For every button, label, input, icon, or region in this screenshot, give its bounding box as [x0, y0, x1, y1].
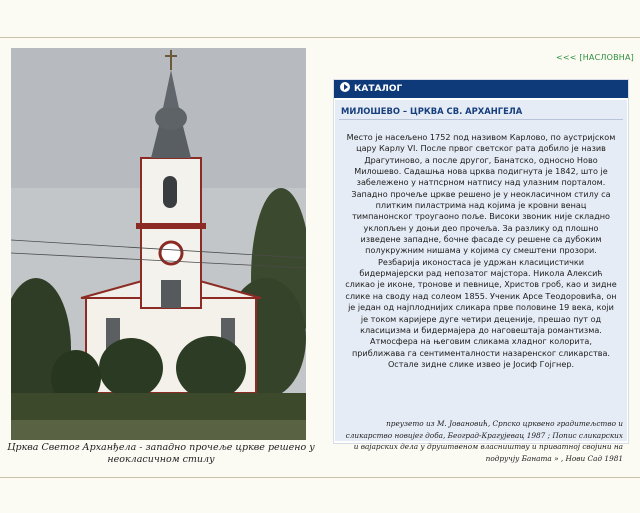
article-source: преузето из М. Јовановић, Српско црквено градитељство и сликарство новијег доба, Београд-Крагујевац 1987 ; Попис сликарских и вајарских дела у друштвеном власништву и приватној својини на подручју Баната » , Нови Сад 1981	[345, 419, 623, 463]
arrow-right-icon	[340, 82, 350, 92]
article-text: Место је насељено 1752 под називом Карлово, по аустријском цару Карлу VI. После првог светског рата добило је назив Драгутиново, а после другог, Банатско, односно Ново Милошево. Садашња нова црква подигнута је 1842, што је забележено у натпсрном натпису над улазним порталом. Западно прочеље цркве решено је у неокласичном стилу са плитким пиластрима над којима је кровни венац тимпанонског троугаоно поље. Високи звоник није складно уклопљен у доњи део прочеља. За разлику од плошно изведене западне, бочне фасаде су решене са дубоким полукружним нишама у којима су смештени прозори. Резбарија иконостаса је удржан класицистички бидермајерски рад непозатог мајстора. Никола Алексић сликао је иконе, тронове и певнице, Христов гроб, као и зидне слике на своду над солеом 1855. Ученик Арсе Теодоровића, он је један од најплоднијих сликара прве половине 19 века, који је током каријере дуге четири деценије, прешао пут од класицизма и бидермајера до наговештаја романтизма. Атмосфера на његовим сликама хладног колорита, приближава га сентименталности назаренског сликарства. Остале зидне слике извео је Јосиф Гојгнер.	[345, 132, 617, 369]
catalog-panel	[333, 79, 629, 463]
catalog-header-label: КАТАЛОГ	[354, 84, 403, 94]
church-illustration	[11, 48, 306, 440]
bottom-divider	[0, 477, 640, 478]
church-photo	[11, 48, 306, 440]
top-divider	[0, 37, 640, 38]
catalog-header[interactable]	[334, 80, 628, 98]
photo-caption: Црква Светог Арханђела - западно прочеље цркве решено у неокласичном стилу	[7, 442, 315, 465]
catalog-body	[335, 100, 627, 463]
article-title: МИЛОШЕВО – ЦРКВА СВ. АРХАНГЕЛА	[339, 102, 623, 120]
back-to-home-link[interactable]: <<< [НАСЛОВНА]	[555, 53, 634, 62]
